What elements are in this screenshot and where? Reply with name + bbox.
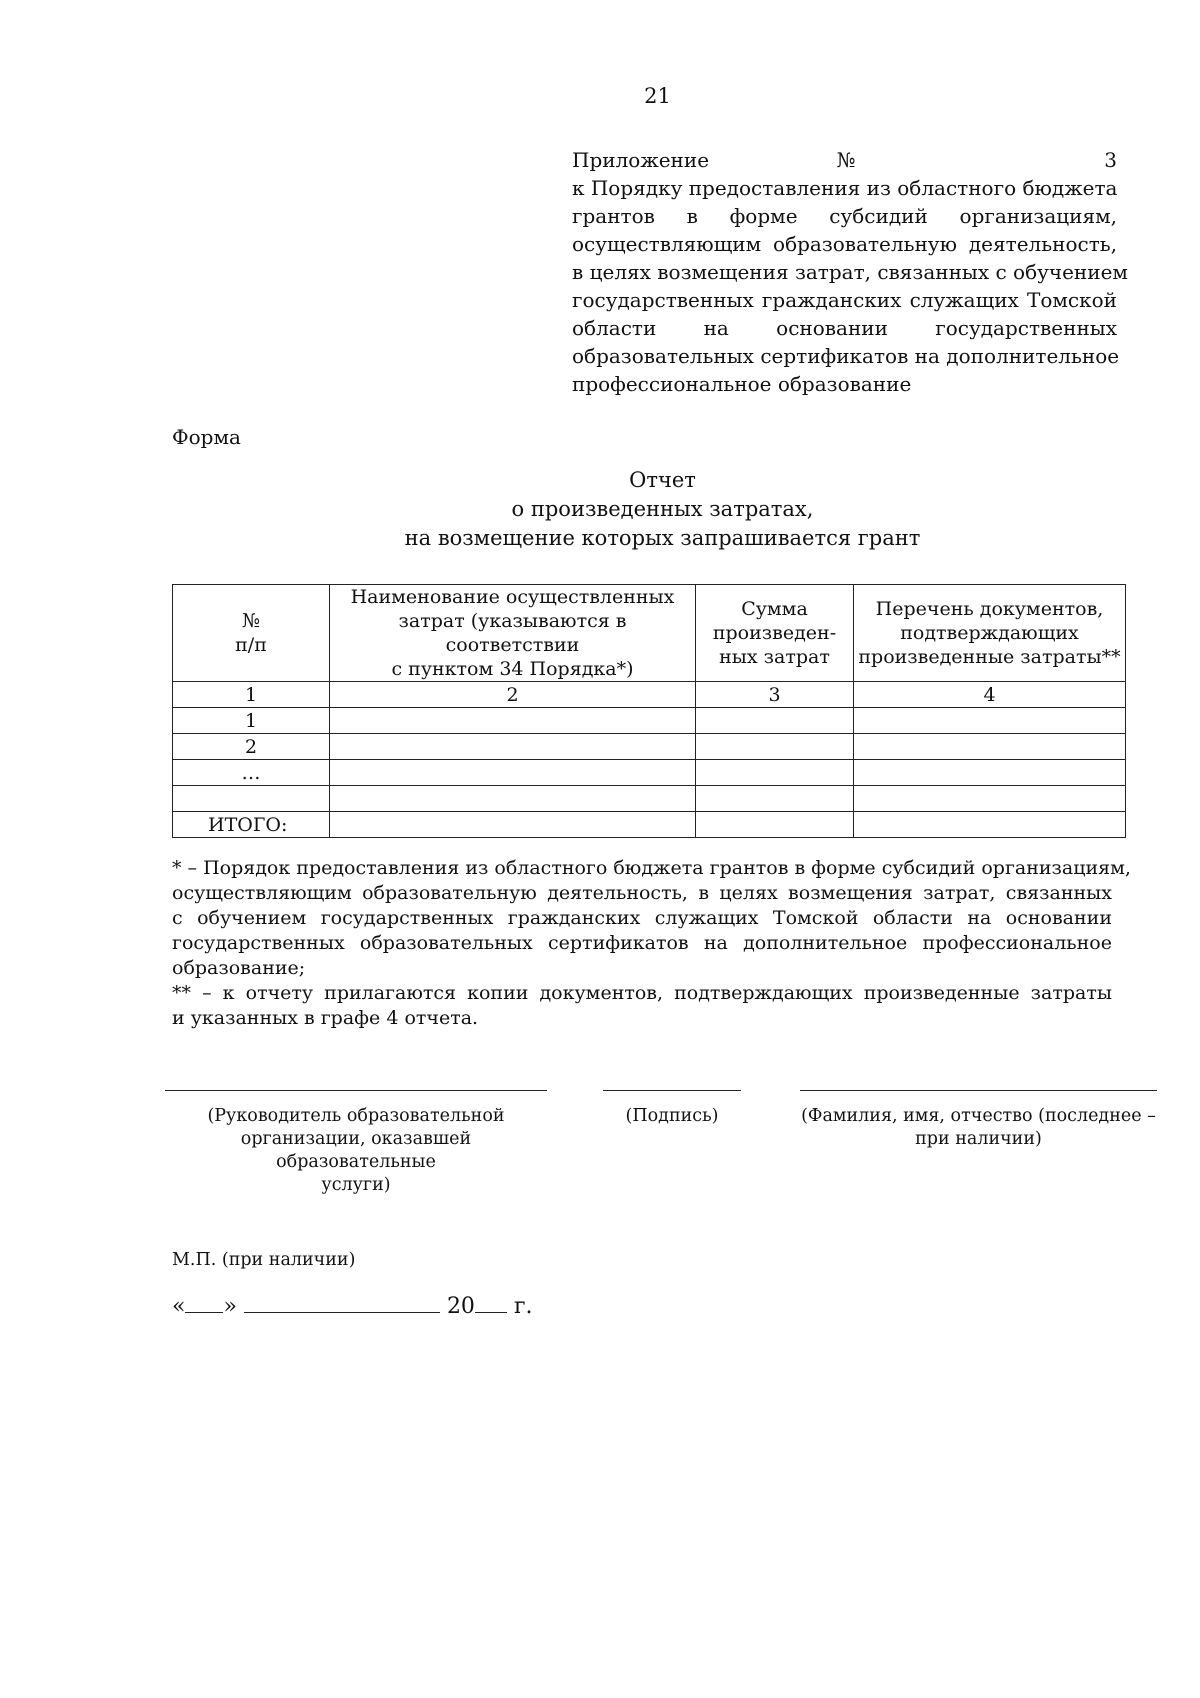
header-text: Наименование осуществленных (350, 586, 675, 608)
header-text: произведен- (712, 622, 837, 644)
caption-text: организации, оказавшей образовательные (240, 1129, 472, 1172)
table-row (173, 760, 1126, 786)
header-cell-amount (696, 585, 854, 682)
caption-text: услуги) (321, 1175, 391, 1195)
header-text: подтверждающих (900, 622, 1079, 644)
date-open-quote: « (172, 1294, 186, 1319)
full-name-line (800, 1090, 1157, 1091)
report-title (172, 466, 1153, 553)
caption-text: при наличии) (915, 1129, 1042, 1149)
row-number-cell: 1 (173, 708, 330, 734)
total-label-cell: ИТОГО: (173, 812, 330, 838)
footnote-line: образование; (172, 957, 306, 979)
header-cell-expense-name (330, 585, 696, 682)
appendix-block (572, 146, 1128, 398)
table-row (173, 734, 1126, 760)
row-number-cell: 2 (173, 734, 330, 760)
header-text: Перечень документов, (875, 598, 1104, 620)
caption-text: (Фамилия, имя, отчество (последнее – (801, 1106, 1156, 1126)
report-title-line: о произведенных затратах, (511, 497, 814, 521)
appendix-line: осуществляющим образовательную деятельность, (572, 232, 1117, 256)
empty-cell (854, 812, 1126, 838)
footnote-line: ** – к отчету прилагаются копии документов, подтверждающих произведенные затраты (172, 982, 1112, 1004)
report-title-line: на возмещение которых запрашивается грант (404, 526, 921, 550)
appendix-line: к Порядку предоставления из областного бюджета (572, 176, 1118, 200)
column-number-row (173, 682, 1126, 708)
header-text: затрат (указываются в соответствии (398, 610, 627, 656)
header-text: произведенные затраты** (858, 646, 1121, 668)
appendix-line: области на основании государственных (572, 316, 1117, 340)
month-blank (244, 1290, 440, 1313)
column-number-cell: 1 (173, 682, 330, 708)
header-text: ных затрат (719, 646, 830, 668)
footnotes (172, 856, 1131, 1031)
day-blank (185, 1290, 223, 1313)
header-text: № (242, 610, 260, 632)
empty-cell (696, 812, 854, 838)
footnote-line: осуществляющим образовательную деятельность, в целях возмещения затрат, связанных (172, 882, 1112, 904)
empty-cell (330, 760, 696, 786)
appendix-line: государственных гражданских служащих Томской (572, 288, 1117, 312)
form-label: Форма (172, 425, 241, 449)
empty-cell (696, 734, 854, 760)
column-number-cell: 4 (854, 682, 1126, 708)
row-number-cell: … (173, 760, 330, 786)
appendix-line: в целях возмещения затрат, связанных с обучением (572, 260, 1128, 284)
appendix-line: Приложение № 3 (572, 148, 1117, 172)
page-number: 21 (644, 84, 671, 108)
empty-cell (854, 734, 1126, 760)
header-text: Сумма (741, 598, 808, 620)
footnote-line: * – Порядок предоставления из областного бюджета грантов в форме субсидий организациям, (172, 857, 1131, 879)
full-name-caption (800, 1105, 1157, 1151)
caption-text: (Подпись) (625, 1106, 719, 1126)
year-suffix: г. (513, 1294, 533, 1319)
signature-caption (603, 1105, 741, 1128)
table-header-row (173, 585, 1126, 682)
empty-cell (696, 708, 854, 734)
expenses-table (172, 584, 1126, 838)
head-signature-line (165, 1090, 547, 1091)
appendix-line: профессиональное образование (572, 372, 912, 396)
empty-cell (696, 760, 854, 786)
header-cell-number (173, 585, 330, 682)
empty-cell (854, 708, 1126, 734)
head-caption (165, 1105, 547, 1197)
header-text: с пунктом 34 Порядка*) (391, 658, 634, 680)
footnote-line: государственных образовательных сертификатов на дополнительное профессиональное (172, 932, 1112, 954)
empty-cell (330, 786, 696, 812)
appendix-line: образовательных сертификатов на дополнительное (572, 344, 1120, 368)
report-title-line: Отчет (629, 468, 696, 492)
caption-text: (Руководитель образовательной (207, 1106, 505, 1126)
column-number-cell: 3 (696, 682, 854, 708)
empty-cell (330, 734, 696, 760)
stamp-label: М.П. (при наличии) (172, 1250, 356, 1270)
column-number-cell: 2 (330, 682, 696, 708)
year-prefix: 20 (446, 1294, 475, 1319)
row-number-cell (173, 786, 330, 812)
empty-cell (854, 760, 1126, 786)
header-cell-documents (854, 585, 1126, 682)
year-blank (475, 1290, 507, 1313)
signature-line (603, 1090, 741, 1091)
empty-cell (696, 786, 854, 812)
table-row (173, 708, 1126, 734)
empty-cell (330, 812, 696, 838)
footnote-line: и указанных в графе 4 отчета. (172, 1007, 479, 1029)
table-total-row (173, 812, 1126, 838)
header-text: п/п (235, 634, 267, 656)
appendix-line: грантов в форме субсидий организациям, (572, 204, 1117, 228)
footnote-line: с обучением государственных гражданских служащих Томской области на основании (172, 907, 1112, 929)
empty-cell (854, 786, 1126, 812)
date-close-quote: » (223, 1294, 237, 1319)
empty-cell (330, 708, 696, 734)
table-row (173, 786, 1126, 812)
date-line (172, 1290, 532, 1319)
